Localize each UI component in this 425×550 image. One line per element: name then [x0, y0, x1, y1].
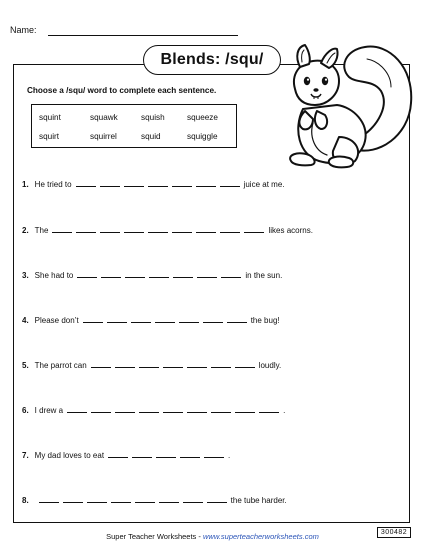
question-text: The [34, 226, 49, 235]
answer-blank[interactable] [63, 501, 83, 503]
answer-blank[interactable] [207, 501, 227, 503]
question-text-after: . [228, 451, 231, 460]
question-text-after: the tube harder. [230, 496, 287, 505]
answer-blank[interactable] [111, 501, 131, 503]
answer-blank[interactable] [83, 321, 103, 323]
answer-blank[interactable] [115, 366, 135, 368]
question-text-after: the bug! [250, 316, 280, 325]
answer-blank[interactable] [107, 321, 127, 323]
answer-blank[interactable] [196, 231, 216, 233]
question-text: He tried to [34, 180, 72, 189]
answer-blank[interactable] [148, 185, 168, 187]
answer-blank[interactable] [76, 185, 96, 187]
answer-blank[interactable] [115, 411, 135, 413]
word-bank [31, 104, 237, 148]
worksheet-title: Blends: /squ/ [143, 45, 281, 75]
answer-blank[interactable] [76, 231, 96, 233]
question-text-after: . [283, 406, 286, 415]
answer-blank[interactable] [179, 321, 199, 323]
name-label: Name: [10, 25, 37, 35]
worksheet-code: 300482 [377, 527, 411, 538]
question-number: 8. [22, 496, 29, 505]
answer-blanks[interactable] [37, 496, 229, 505]
answer-blank[interactable] [139, 366, 159, 368]
answer-blank[interactable] [221, 276, 241, 278]
word-bank-word: squish [141, 113, 165, 122]
answer-blank[interactable] [52, 231, 72, 233]
answer-blank[interactable] [211, 366, 231, 368]
answer-blanks[interactable] [65, 406, 281, 415]
question-text: She had to [34, 271, 74, 280]
answer-blank[interactable] [187, 411, 207, 413]
word-bank-word: squirrel [90, 132, 117, 141]
footer-url[interactable]: www.superteacherworksheets.com [202, 532, 319, 541]
answer-blank[interactable] [91, 411, 111, 413]
name-line [48, 35, 238, 36]
question-text: The parrot can [34, 361, 87, 370]
question-text: My dad loves to eat [34, 451, 105, 460]
instructions: Choose a /squ/ word to complete each sentence. [27, 86, 217, 95]
answer-blank[interactable] [197, 276, 217, 278]
question-1 [22, 180, 284, 189]
answer-blank[interactable] [124, 185, 144, 187]
answer-blank[interactable] [100, 231, 120, 233]
answer-blank[interactable] [156, 456, 176, 458]
answer-blank[interactable] [235, 411, 255, 413]
answer-blank[interactable] [163, 411, 183, 413]
word-bank-word: squiggle [187, 132, 218, 141]
answer-blanks[interactable] [74, 180, 242, 189]
answer-blank[interactable] [125, 276, 145, 278]
word-bank-word: squirt [39, 132, 60, 141]
answer-blank[interactable] [211, 411, 231, 413]
answer-blank[interactable] [155, 321, 175, 323]
footer-brand: Super Teacher Worksheets - [106, 532, 203, 541]
answer-blank[interactable] [101, 276, 121, 278]
question-number: 1. [22, 180, 29, 189]
answer-blank[interactable] [235, 366, 255, 368]
answer-blank[interactable] [148, 231, 168, 233]
answer-blank[interactable] [108, 456, 128, 458]
answer-blank[interactable] [183, 501, 203, 503]
word-bank-word: squint [39, 113, 61, 122]
question-7 [22, 451, 230, 460]
answer-blank[interactable] [259, 411, 279, 413]
answer-blank[interactable] [196, 185, 216, 187]
answer-blank[interactable] [39, 501, 59, 503]
answer-blank[interactable] [220, 231, 240, 233]
answer-blank[interactable] [131, 321, 151, 323]
word-bank-word: squid [141, 132, 161, 141]
question-5 [22, 361, 281, 370]
answer-blank[interactable] [227, 321, 247, 323]
question-number: 3. [22, 271, 29, 280]
answer-blank[interactable] [87, 501, 107, 503]
question-number: 5. [22, 361, 29, 370]
question-text: I drew a [34, 406, 64, 415]
question-number: 4. [22, 316, 29, 325]
answer-blank[interactable] [159, 501, 179, 503]
question-number: 7. [22, 451, 29, 460]
question-text-after: in the sun. [245, 271, 283, 280]
question-4 [22, 316, 280, 325]
answer-blank[interactable] [139, 411, 159, 413]
answer-blank[interactable] [244, 231, 264, 233]
footer [0, 532, 425, 541]
answer-blank[interactable] [187, 366, 207, 368]
answer-blank[interactable] [203, 321, 223, 323]
answer-blanks[interactable] [75, 271, 243, 280]
question-2 [22, 226, 313, 235]
answer-blank[interactable] [91, 366, 111, 368]
question-number: 2. [22, 226, 29, 235]
answer-blank[interactable] [135, 501, 155, 503]
question-6 [22, 406, 285, 415]
question-text-after: loudly. [258, 361, 282, 370]
question-text: Please don’t [34, 316, 79, 325]
answer-blank[interactable] [124, 231, 144, 233]
answer-blank[interactable] [132, 456, 152, 458]
answer-blanks[interactable] [81, 316, 249, 325]
answer-blanks[interactable] [89, 361, 257, 370]
answer-blank[interactable] [180, 456, 200, 458]
word-bank-word: squawk [90, 113, 118, 122]
answer-blank[interactable] [220, 185, 240, 187]
answer-blank[interactable] [173, 276, 193, 278]
answer-blank[interactable] [172, 185, 192, 187]
answer-blank[interactable] [163, 366, 183, 368]
answer-blank[interactable] [67, 411, 87, 413]
question-text-after: likes acorns. [268, 226, 313, 235]
question-8 [22, 496, 287, 505]
question-text-after: juice at me. [243, 180, 285, 189]
answer-blanks[interactable] [106, 451, 226, 460]
squirrel-illustration [283, 37, 421, 170]
answer-blank[interactable] [100, 185, 120, 187]
question-number: 6. [22, 406, 29, 415]
answer-blank[interactable] [77, 276, 97, 278]
word-bank-word: squeeze [187, 113, 218, 122]
answer-blanks[interactable] [50, 226, 266, 235]
answer-blank[interactable] [149, 276, 169, 278]
question-3 [22, 271, 282, 280]
answer-blank[interactable] [204, 456, 224, 458]
answer-blank[interactable] [172, 231, 192, 233]
